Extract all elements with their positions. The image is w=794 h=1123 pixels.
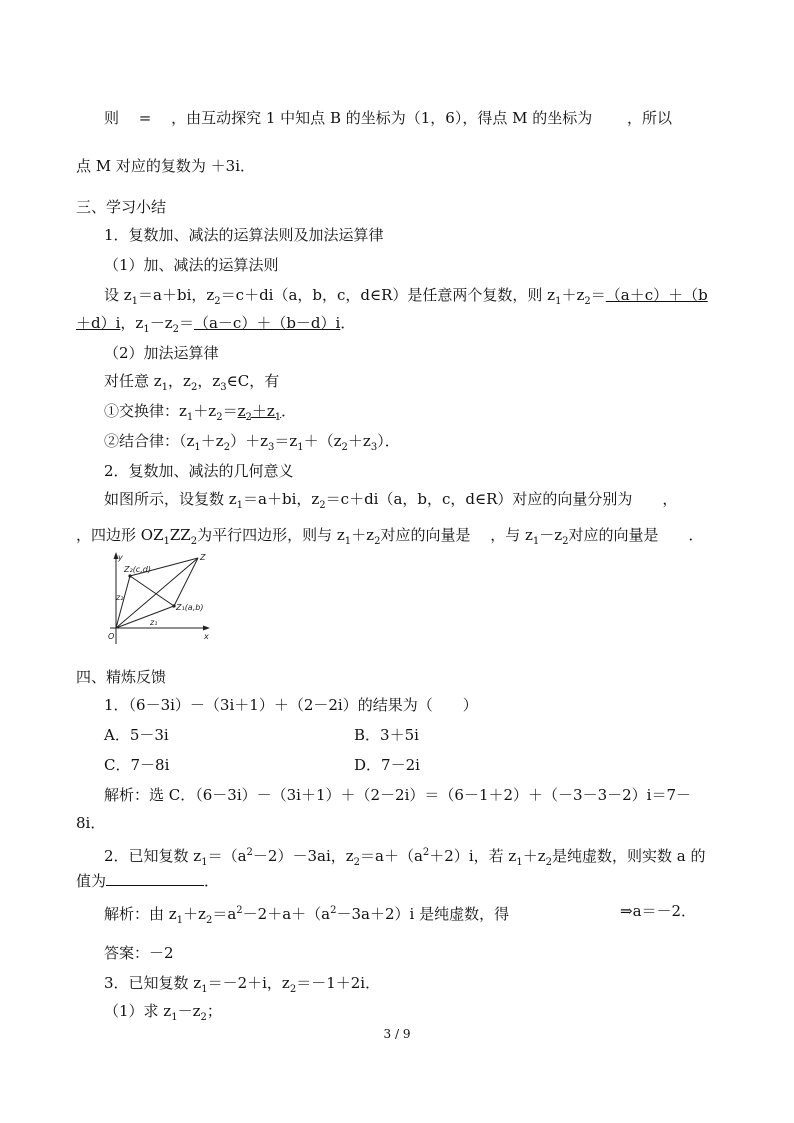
solution-line: 解析：由 $z_1+z_2=a^2-2+a+(a^2-3a+2)i$ 是纯虚数，得 [104,905,510,926]
point-z1-label: Z₁(a,b) [176,603,204,612]
paragraph-line: 点 M 对应的复数为 ＋3i． [76,157,256,175]
subsection-heading: 2．复数加、减法的几何意义 [104,462,294,480]
parallelogram-figure [104,548,216,648]
question-1: 1．（6－3i）－（3i＋1）＋（2－2i）的结果为（ ） [104,696,478,714]
text-line: ①交换律：$z_1+z_2=z_2+z_1$． [104,402,297,423]
answer-underline: ＋d）i [76,314,121,332]
rule-line: ＋d）i，$z_1-z_2=(a-c)+(b-d)i$． [76,314,356,335]
answer-blank[interactable] [106,871,204,886]
section-heading: 四、精炼反馈 [76,668,167,686]
text-line: 对任意 $z_1$，$z_2$，$z_3\in C$，有 [104,372,280,393]
vector-z1-label: z₁ [150,618,158,627]
text-line: ，四边形 $OZ_1ZZ_2$为平行四边形，则与 $z_1+z_2$对应的向量是 ，与 $z_1-z_2$对应的向量是 ． [76,526,704,547]
diagonal-z1z2 [130,576,174,606]
answer-underline: （a－c）＋（b－d）i [193,314,341,332]
origin-label: O [108,632,115,641]
section-heading: 三、学习小结 [76,198,167,216]
question-2: 2．已知复数 $z_1=(a^2-2)-3ai$，$z_2=a+(a^2+2)i$，若 $z_1+z_2$是纯虚数，则实数 a 的 [104,847,706,868]
answer-line: 答案：－2 [104,944,174,962]
answer-underline: $z_2+z_1$ [237,402,282,423]
y-axis-label: y [118,553,123,562]
subsection-heading: （2）加法运算律 [104,344,219,362]
question-2-blank-line: 值为 ． [76,872,220,890]
text-line: 如图所示，设复数 $z_1=a+bi$，$z_2=c+di(a$，b，c，d∈R）对应的向量分别为 ， [104,490,678,511]
answer-underline: （a＋c）＋（b [605,286,708,304]
solution-line: 8i． [76,814,106,832]
vector-z2-label: z₂ [116,593,124,602]
subsection-heading: （1）加、减法的运算法则 [104,256,279,274]
vector-oz1 [116,606,174,628]
subsection-heading: 1．复数加、减法的运算法则及加法运算律 [104,226,384,244]
question-3: 3．已知复数 $z_1=-2+i$，$z_2=-1+2i$． [104,974,381,995]
option-b: B．3＋5i [354,726,419,744]
point-z-label: Z [200,553,206,562]
page-number: 3 / 9 [383,1027,411,1041]
vector-oz2 [116,576,130,628]
option-c: C．7－8i [104,756,170,774]
text-line: ②结合律：$(z_1+z_2)+z_3=z_1+(z_2+z_3)$． [104,432,400,453]
point-z2-label: Z₂(c,d) [124,565,151,574]
solution-result: ⇒a＝－2． [620,902,697,920]
paragraph-line: 则 = ，由互动探究 1 中知点 B 的坐标为（1，6），得点 M 的坐标为 ，所以 [104,109,672,127]
side-z1z [174,558,198,606]
rule-line: 设 $z_1=a+bi$，$z_2=c+di(a$，b，c，d∈R）是任意两个复数，则 $z_1+z_2=(a+c)+(b$ [104,286,708,307]
option-a: A．5－3i [104,726,169,744]
x-axis-label: x [204,632,209,641]
option-d: D．7－2i [354,756,420,774]
question-3-part-1: （1）求 $z_1-z_2$； [104,1002,222,1023]
solution-line: 解析：选 C．（6－3i）－（3i＋1）＋（2－2i）＝（6－1＋2）＋（－3－3－2）i＝7－ [104,786,692,804]
